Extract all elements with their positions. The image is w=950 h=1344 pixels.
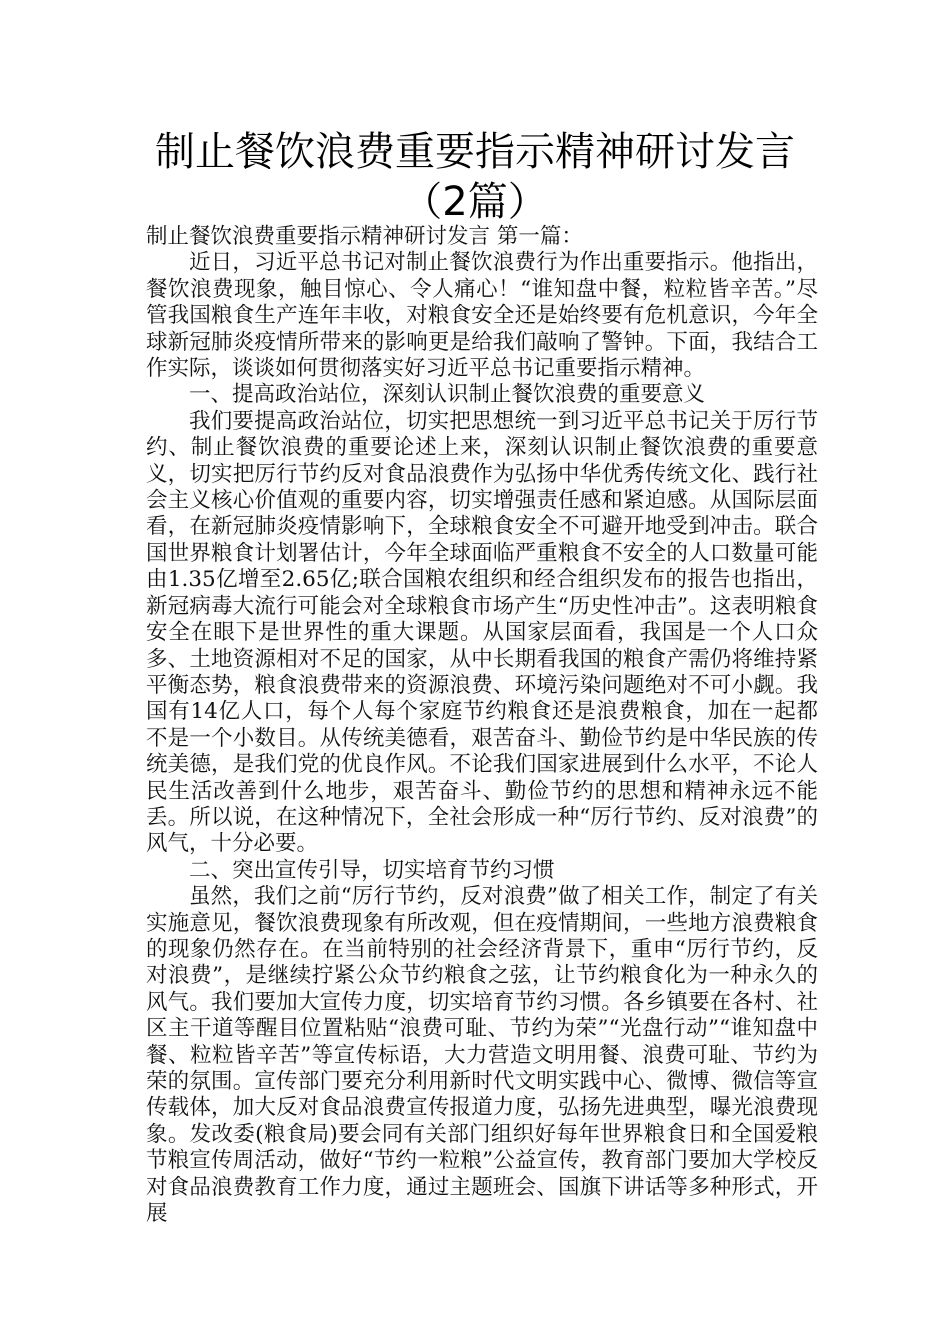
document-title-subtitle: （2篇） bbox=[402, 179, 548, 225]
document-title: 制止餐饮浪费重要指示精神研讨发言 bbox=[155, 129, 795, 175]
section-heading: 二、突出宣传引导，切实培育节约习惯 bbox=[189, 857, 555, 883]
paragraph: 虽然，我们之前“厉行节约，反对浪费”做了相关工作，制定了有关实施意见，餐饮浪费现象有所改观，但在疫情期间，一些地方浪费粮食的现象仍然存在。在当前特别的社会经济背景下，重申“厉行节约，反对浪费”，是继续拧紧公众节约粮食之弦，让节约粮食化为一种永久的风气。我们要加大宣传力度，切实培育节约习惯。各乡镇要在各村、社区主干道等醒目位置粘贴“浪费可耻、节约为荣”“光盘行动”“谁知盘中餐、粒粒皆辛苦”等宣传标语，大力营造文明用餐、浪费可耻、节约为荣的氛围。宣传部门要充分利用新时代文明实践中心、微博、微信等宣传载体，加大反对食品浪费宣传报道力度，弘扬先进典型，曝光浪费现象。发改委(粮食局)要会同有关部门组织好每年世界粮食日和全国爱粮节粮宣传周活动，做好“节约一粒粮”公益宣传，教育部门要加大学校反对食品浪费教育工作力度，通过主题班会、国旗下讲话等多种形式，开展 bbox=[146, 884, 818, 1227]
section-heading: 制止餐饮浪费重要指示精神研讨发言 第一篇： bbox=[146, 224, 583, 249]
section-heading: 一、提高政治站位，深刻认识制止餐饮浪费的重要意义 bbox=[189, 382, 706, 408]
paragraph: 我们要提高政治站位，切实把思想统一到习近平总书记关于厉行节约、制止餐饮浪费的重要论述上来，深刻认识制止餐饮浪费的重要意义，切实把厉行节约反对食品浪费作为弘扬中华优秀传统文化、践行社会主义核心价值观的重要内容，切实增强责任感和紧迫感。从国际层面看，在新冠肺炎疫情影响下，全球粮食安全不可避开地受到冲击。联合国世界粮食计划署估计，今年全球面临严重粮食不安全的人口数量可能由1.35亿增至2.65亿;联合国粮农组织和经合组织发布的报告也指出，新冠病毒大流行可能会对全球粮食市场产生“历史性冲击”。这表明粮食安全在眼下是世界性的重大课题。从国家层面看，我国是一个人口众多、土地资源相对不足的国家，从中长期看我国的粮食产需仍将维持紧平衡态势，粮食浪费带来的资源浪费、环境污染问题绝对不可小觑。我国有14亿人口，每个人每个家庭节约粮食还是浪费粮食，加在一起都不是一个小数目。从传统美德看，艰苦奋斗、勤俭节约是中华民族的传统美德，是我们党的优良作风。不论我们国家进展到什么水平，不论人民生活改善到什么地步，艰苦奋斗、勤俭节约的思想和精神永远不能丢。所以说，在这种情况下，全社会形成一种“厉行节约、反对浪费”的风气，十分必要。 bbox=[146, 408, 818, 857]
paragraph: 近日，习近平总书记对制止餐饮浪费行为作出重要指示。他指出，餐饮浪费现象，触目惊心、令人痛心！“谁知盘中餐，粒粒皆辛苦。”尽管我国粮食生产连年丰收，对粮食安全还是始终要有危机意识，今年全球新冠肺炎疫情所带来的影响更是给我们敲响了警钟。下面，我结合工作实际，谈谈如何贯彻落实好习近平总书记重要指示精神。 bbox=[146, 250, 818, 382]
document-body bbox=[146, 224, 818, 1227]
